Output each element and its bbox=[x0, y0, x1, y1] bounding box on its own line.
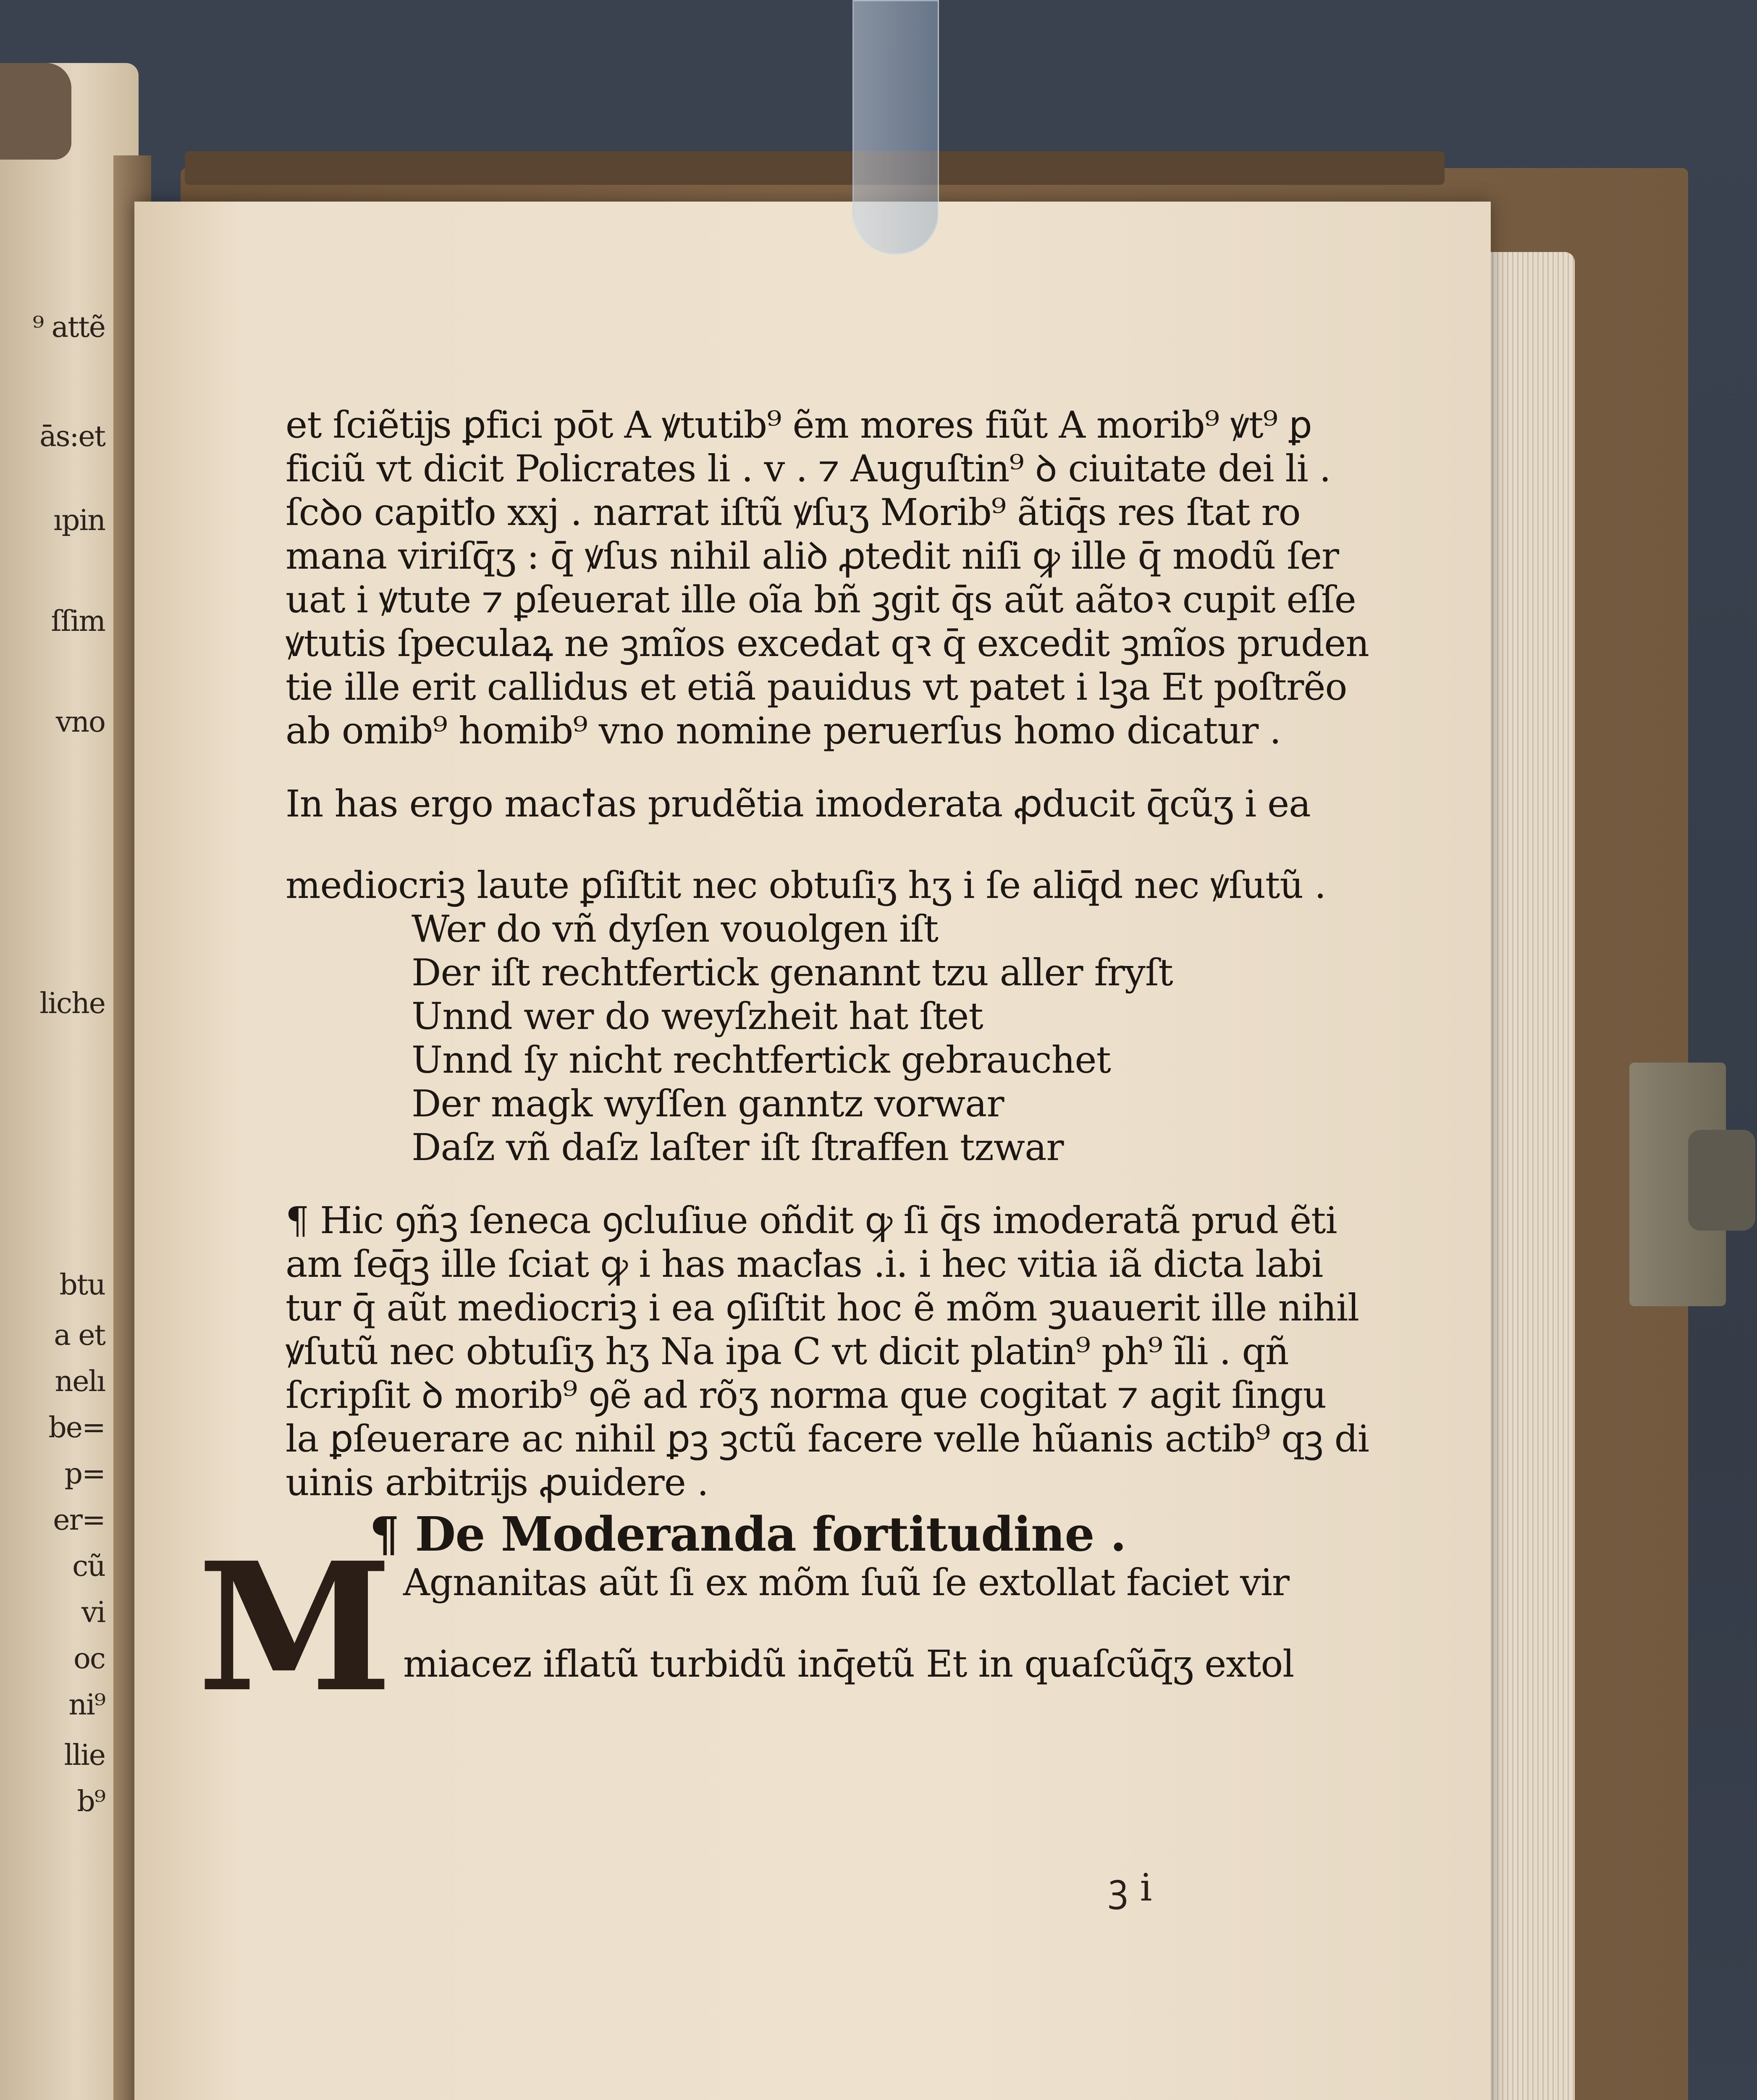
page-edges bbox=[1478, 252, 1575, 2100]
text-line: ꝟtutis ſpeculaꝝ ne ꝫmĩos excedat qꝛ q̄ excedit ꝫmĩos pruden bbox=[286, 622, 1369, 665]
paragraph-3 bbox=[286, 1199, 1369, 1504]
margin-fragment: liche bbox=[39, 987, 105, 1020]
margin-fragment: nelı bbox=[55, 1365, 105, 1398]
text-line: ¶ Hic ꝯñꝫ ſeneca ꝯcluſiue oñdit ꝙ ſi q̄s imoderatã prud ẽti bbox=[286, 1199, 1337, 1242]
text-line: ſcꝺo capitꝉo xxj . narrat iſtũ ꝟſuʒ Morib⁹ ãtiq̄s res ſtat ro bbox=[286, 491, 1301, 534]
text-line: ficiũ vt dicit Policrates li . v . ⁊ Auguſtin⁹ ꝺ ciuitate dei li . bbox=[286, 447, 1331, 490]
text-line: am ſeq̄ꝫ ille ſciat ꝙ i has macꝉas .i. i hec vitia iã dicta labi bbox=[286, 1242, 1323, 1286]
text-line: tie ille erit callidus et etiã pauidus vt patet i lꝫa Et poſtrẽo bbox=[286, 665, 1347, 709]
margin-fragment: ſſim bbox=[51, 605, 105, 638]
margin-fragment: vno bbox=[55, 706, 105, 739]
page-holder-strap-top bbox=[852, 0, 939, 255]
german-verse bbox=[286, 907, 1293, 1169]
text-line: la ꝑſeuerare ac nihil ꝑꝫ ꝫctũ facere velle hũanis actib⁹ qꝫ di bbox=[286, 1417, 1369, 1460]
text-line: mana viriſq̄ʒ : q̄ ꝟſus nihil aliꝺ ꝓtedit niſi ꝙ ille q̄ modũ ſer bbox=[286, 534, 1339, 578]
text-line: ꝟſutũ nec obtuſiʒ hʒ Na ipa C vt dicit platin⁹ ph⁹ ĩli . qñ bbox=[286, 1330, 1289, 1373]
verse-line: Unnd wer do weyſzheit hat ſtet bbox=[412, 995, 983, 1038]
verse-line: Unnd ſy nicht rechtfertick gebrauchet bbox=[412, 1038, 1111, 1082]
text-line: uat i ꝟtute ⁊ ꝑſeuerat ille oĩa bñ ꝫgit q̄s aũt aãtoꝛ cupit eſſe bbox=[286, 578, 1356, 621]
dropcap-initial: M bbox=[197, 1524, 392, 1731]
margin-fragment: oc bbox=[73, 1642, 105, 1675]
left-cover-corner bbox=[0, 63, 71, 160]
verse-line: Der magk wyſſen ganntz vorwar bbox=[412, 1082, 1004, 1125]
text-line: et ſciẽtĳs ꝑfici pōt A ꝟtutib⁹ ẽm mores fiũt A morib⁹ ꝟt⁹ ꝑ bbox=[286, 403, 1312, 446]
margin-fragment: ⁹ attẽ bbox=[32, 311, 105, 344]
text-line: Agnanitas aũt ſi ex mõm ſuũ ſe extollat faciet vir bbox=[403, 1561, 1289, 1604]
margin-fragment: llie bbox=[64, 1739, 105, 1772]
margin-fragment: b⁹ bbox=[77, 1785, 105, 1818]
text-line: tur q̄ aũt mediocriꝫ i ea ꝯſiſtit hoc ẽ mõm ꝫuauerit ille nihil bbox=[286, 1286, 1359, 1329]
text-line: ſcripſit ꝺ morib⁹ ꝯẽ ad rõʒ norma que cogitat ⁊ agit ſingu bbox=[286, 1373, 1327, 1417]
signature-mark: ꝫ i bbox=[1109, 1866, 1152, 1910]
paragraph-1 bbox=[286, 403, 1369, 753]
text-line: In has ergo macꝉas prudẽtia imoderata ꝓducit q̄cũʒ i ea bbox=[286, 782, 1311, 825]
margin-fragment: cũ bbox=[72, 1550, 105, 1583]
section-heading: ¶ De Moderanda fortitudine . bbox=[370, 1507, 1126, 1562]
margin-fragment: a et bbox=[54, 1319, 105, 1352]
verse-line: Daſz vñ daſz laſter iſt ſtraffen tzwar bbox=[412, 1126, 1064, 1169]
margin-fragment: vi bbox=[81, 1596, 105, 1629]
paragraph-2 bbox=[286, 782, 1326, 907]
margin-fragment: ās:et bbox=[39, 420, 105, 453]
margin-fragment: ni⁹ bbox=[68, 1688, 105, 1722]
page-text bbox=[197, 403, 1369, 1731]
margin-fragment: ıpin bbox=[53, 504, 105, 537]
verse-line: Wer do vñ dyſen vouolgen iſt bbox=[412, 907, 939, 950]
cover-top-edge bbox=[185, 151, 1445, 185]
text-line: mediocriꝫ laute ꝑſiſtit nec obtuſiʒ hʒ i ſe aliq̄d nec ꝟſutũ . bbox=[286, 864, 1326, 907]
text-line: uinis arbitrĳs ꝓuidere . bbox=[286, 1461, 708, 1504]
margin-fragment: btu bbox=[59, 1268, 105, 1302]
text-line: ab omib⁹ homib⁹ vno nomine peruerſus homo dicatur . bbox=[286, 709, 1281, 752]
text-line: miacez iflatũ turbidũ inq̄etũ Et in quaſcũq̄ʒ extol bbox=[403, 1642, 1294, 1685]
margin-fragment: p= bbox=[64, 1457, 105, 1491]
verse-line: Der iſt rechtfertick genannt tzu aller fryſt bbox=[412, 951, 1173, 994]
margin-fragment: er= bbox=[53, 1504, 105, 1537]
margin-fragment: be= bbox=[48, 1411, 105, 1444]
clasp-pin bbox=[1688, 1130, 1755, 1231]
